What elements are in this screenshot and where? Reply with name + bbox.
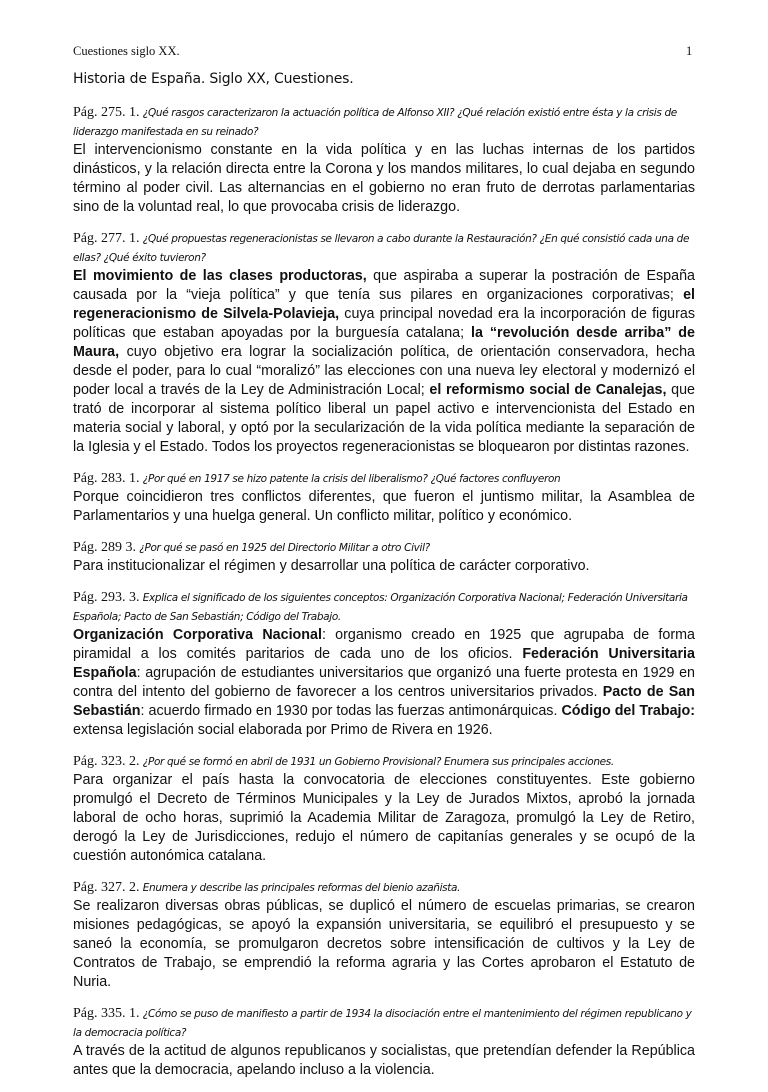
question-text: Explica el significado de los siguientes conceptos: Organización Corporativa Nacional; Federación Universitaria Española; Pacto de San Sebastián; Código del Trabajo. xyxy=(73,592,688,623)
answer-text: que aspiraba a superar la postración de España causada por la “vieja política” y que tenía sus pilares en organizaciones corporativas; xyxy=(73,268,695,303)
question-ref: Pág. 275. 1. xyxy=(73,105,140,120)
question-2 xyxy=(73,229,695,267)
question-text: Enumera y describe las principales reformas del bienio azañista. xyxy=(142,882,461,894)
bold-term: Código del Trabajo: xyxy=(561,703,695,719)
question-5 xyxy=(73,588,695,626)
answer-2 xyxy=(73,267,695,457)
question-ref: Pág. 289 3. xyxy=(73,540,136,555)
answer-4: Para institucionalizar el régimen y desarrollar una política de carácter corporativo. xyxy=(73,558,590,574)
question-ref: Pág. 327. 2. xyxy=(73,880,140,895)
question-text: ¿Cómo se puso de manifiesto a partir de 1934 la disociación entre el mantenimiento del régimen republicano y la democracia política? xyxy=(73,1008,692,1039)
question-text: ¿Qué propuestas regeneracionistas se llevaron a cabo durante la Restauración? ¿En qué consistió cada una de ellas? ¿Qué éxito tuvieron? xyxy=(73,233,690,264)
question-7 xyxy=(73,878,695,897)
running-header: Cuestiones siglo XX. xyxy=(73,44,180,58)
answer-5 xyxy=(73,626,695,740)
question-text: ¿Por qué se pasó en 1925 del Directorio Militar a otro Civil? xyxy=(139,542,430,554)
bold-term: el regeneracionismo de Silvela-Polavieja, xyxy=(73,287,695,322)
question-6 xyxy=(73,752,695,771)
bold-term: El movimiento de las clases productoras, xyxy=(73,268,367,284)
answer-text: : agrupación de estudiantes universitarios que organizó una fuerte protesta en 1929 en contra del intento del gobierno de favorecer a los centros universitarios privados. xyxy=(73,665,695,700)
bold-term: el reformismo social de Canalejas, xyxy=(429,382,667,398)
question-ref: Pág. 283. 1. xyxy=(73,471,140,486)
answer-1: El intervencionismo constante en la vida política y en las luchas internas de los partidos dinásticos, y la relación directa entre la Corona y los mandos militares, lo cual dejaba en segundo término al poder civil. Las alternancias en el gobierno no eran fruto de derrotas parlamentarias sino de la voluntad real, lo que provocaba crisis de liderazgo. xyxy=(73,142,695,215)
bold-term: Federación Universitaria Española xyxy=(73,646,695,681)
question-4 xyxy=(73,538,695,557)
bold-term: Pacto de San Sebastián xyxy=(73,684,695,719)
question-text: ¿Por qué en 1917 se hizo patente la crisis del liberalismo? ¿Qué factores confluyeron xyxy=(142,473,561,485)
question-3 xyxy=(73,469,695,488)
question-ref: Pág. 293. 3. xyxy=(73,590,140,605)
answer-text: extensa legislación social elaborada por Primo de Rivera en 1926. xyxy=(73,722,493,738)
document-title: Historia de España. Siglo XX, Cuestiones. xyxy=(73,71,354,87)
question-1 xyxy=(73,103,695,141)
answer-text: : organismo creado en 1925 que agrupaba de forma piramidal a los comités paritarios de cada uno de los oficios. xyxy=(73,627,695,662)
answer-3: Porque coincidieron tres conflictos diferentes, que fueron el juntismo militar, la Asamblea de Parlamentarios y una huelga general. Un conflicto militar, político y económico. xyxy=(73,489,695,524)
page-number: 1 xyxy=(686,44,693,58)
answer-text: cuyo objetivo era lograr la socialización política, de orientación conservadora, hecha desde el poder, para lo cual “moralizó” las elecciones con una nueva ley electoral y modernizó el poder local a través de la Ley de Administración Local; xyxy=(73,344,695,398)
document-body xyxy=(73,103,695,1092)
question-text: ¿Por qué se formó en abril de 1931 un Gobierno Provisional? Enumera sus principales acciones. xyxy=(142,756,614,768)
question-text: ¿Qué rasgos caracterizaron la actuación política de Alfonso XII? ¿Qué relación existió entre ésta y la crisis de liderazgo manifestada en su reinado? xyxy=(73,107,677,138)
bold-term: Organización Corporativa Nacional xyxy=(73,627,322,643)
answer-6: Para organizar el país hasta la convocatoria de elecciones constituyentes. Este gobierno promulgó el Decreto de Términos Municipales y la Ley de Jurados Mixtos, aprobó la jornada laboral de ocho horas, suprimió la Academia Militar de Zaragoza, promulgó la Ley de Retiro, derogó la Ley de Jurisdicciones, redujo el número de capitanías generales y se ocupó de la cuestión autonómica catalana. xyxy=(73,772,695,864)
answer-text: que trató de incorporar al sistema político liberal un papel activo e intervencionista del Estado en materia social y laboral, y optó por la secularización de la vida política mediante la separación de la Iglesia y el Estado. Todos los proyectos regeneracionistas se bloquearon por distintas razones. xyxy=(73,382,695,455)
question-8 xyxy=(73,1004,695,1042)
answer-8: A través de la actitud de algunos republicanos y socialistas, que pretendían defender la República antes que la democracia, apelando incluso a la violencia. xyxy=(73,1043,695,1078)
answer-text: cuya principal novedad era la incorporación de figuras políticas que estaban apoyadas por la burguesía catalana; xyxy=(73,306,695,341)
answer-text: : acuerdo firmado en 1930 por todas las fuerzas antimonárquicas. xyxy=(140,703,562,719)
question-ref: Pág. 277. 1. xyxy=(73,231,140,246)
question-ref: Pág. 323. 2. xyxy=(73,754,140,769)
bold-term: la “revolución desde arriba” de Maura, xyxy=(73,325,695,360)
answer-7: Se realizaron diversas obras públicas, se duplicó el número de escuelas primarias, se crearon misiones pedagógicas, se apoyó la expansión universitaria, se equilibró el presupuesto y se saneó la economía, se promulgaron decretos sobre intensificación de cultivos y la Ley de Contratos de Trabajo, se emprendió la reforma agraria y las Cortes aprobaron el Estatuto de Nuria. xyxy=(73,898,695,990)
question-ref: Pág. 335. 1. xyxy=(73,1006,140,1021)
